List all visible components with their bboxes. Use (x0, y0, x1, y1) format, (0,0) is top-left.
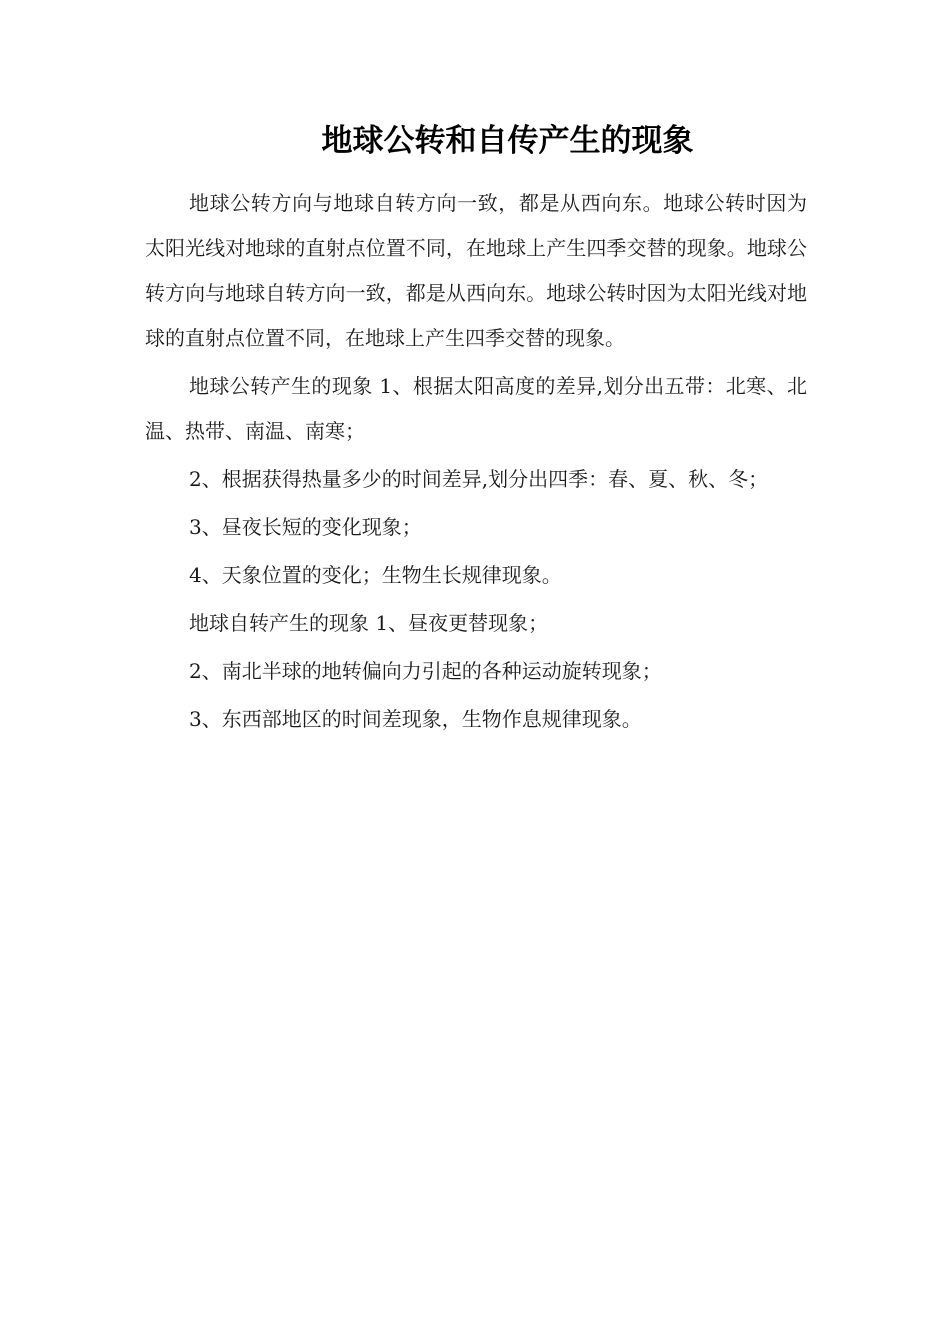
paragraph-rotation-3: 3、东西部地区的时间差现象，生物作息规律现象。 (189, 707, 642, 731)
paragraph-revolution-3: 3、昼夜长短的变化现象； (189, 515, 422, 539)
paragraph-intro: 地球公转方向与地球自转方向一致，都是从西向东。地球公转时因为太阳光线对地球的直射点位置不同，在地球上产生四季交替的现象。地球公转方向与地球自转方向一致，都是从西向东。地球公转时因为太阳光线对地球的直射点位置不同，在地球上产生四季交替的现象。 (145, 191, 807, 350)
paragraph-revolution-4: 4、天象位置的变化；生物生长规律现象。 (189, 563, 562, 587)
paragraph-revolution-1: 地球公转产生的现象 1、根据太阳高度的差异,划分出五带：北寒、北温、热带、南温、南寒； (145, 374, 807, 443)
document-title: 地球公转和自传产生的现象 (321, 123, 694, 159)
document-body (145, 181, 807, 745)
paragraph-rotation-1: 地球自转产生的现象 1、昼夜更替现象； (189, 611, 549, 635)
paragraph-revolution-2: 2、根据获得热量多少的时间差异,划分出四季：春、夏、秋、冬； (189, 467, 769, 491)
paragraph-rotation-2: 2、南北半球的地转偏向力引起的各种运动旋转现象； (189, 659, 662, 683)
